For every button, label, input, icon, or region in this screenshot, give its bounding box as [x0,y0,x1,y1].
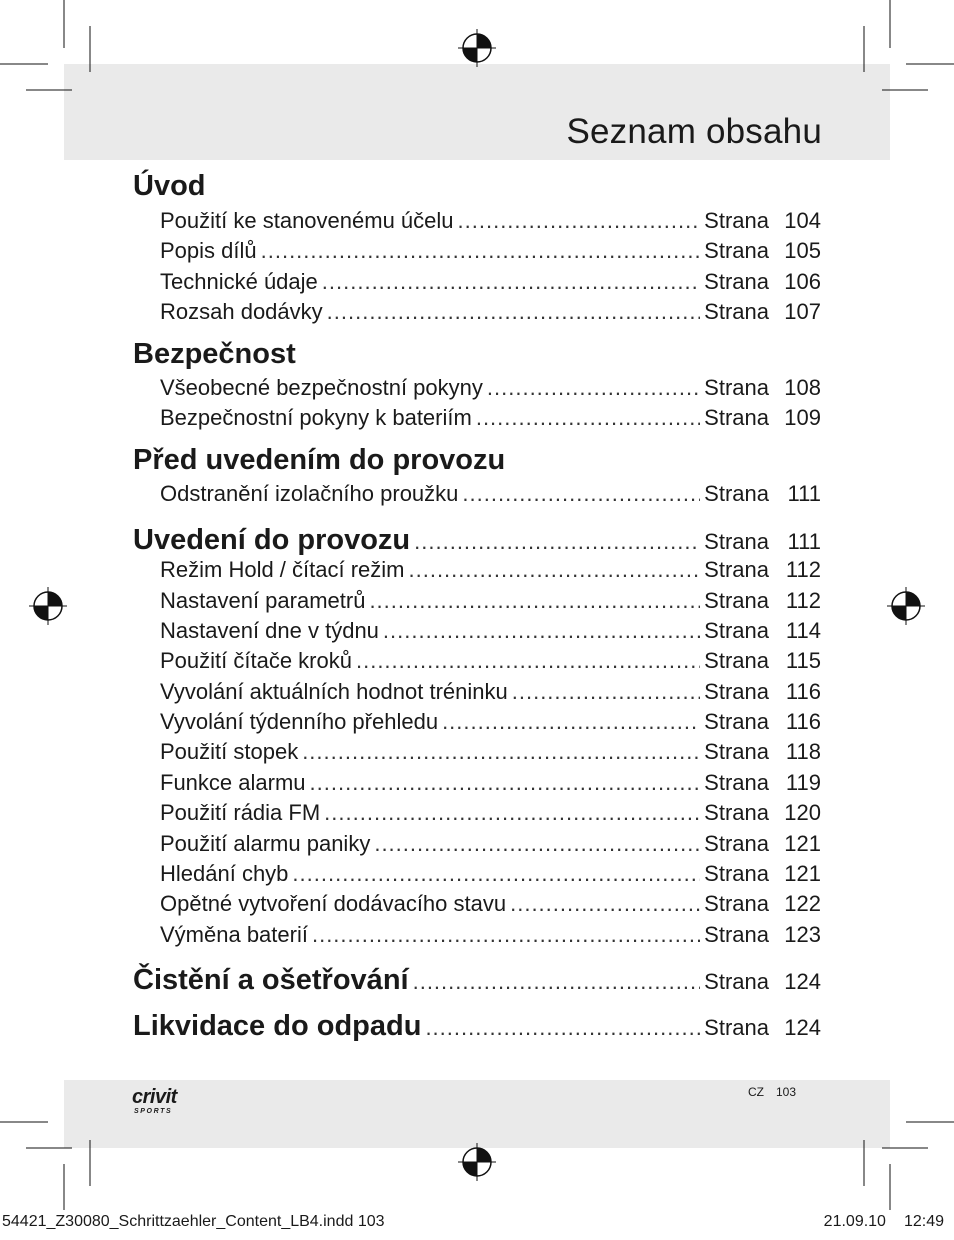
registration-mark-right [887,587,925,625]
toc-entry-label: Opětné vytvoření dodávacího stavu [160,891,507,916]
page-number: 106 [784,269,821,294]
language-code: CZ [748,1085,764,1099]
page-word: Strana [704,208,769,233]
toc-entry-label: Použití čítače kroků [160,648,352,673]
toc-entry-label: Popis dílů [160,238,257,263]
page-number: 107 [784,299,821,324]
page-number: 114 [785,618,821,643]
page-word: Strana [704,529,769,554]
toc-entry-label: Použití ke stanovenému účelu [160,208,454,233]
page-number: 104 [784,208,821,233]
page-word: Strana [704,770,769,795]
section-heading-cisteni: Čistění a ošetřování [133,964,409,996]
toc-entry-label: Rozsah dodávky [160,299,323,324]
page-word: Strana [704,800,769,825]
toc-entry-label: Vyvolání aktuálních hodnot tréninku [160,679,508,704]
page-number: 120 [784,800,821,825]
page-word: Strana [704,891,769,916]
toc-entry-label: Režim Hold / čítací režim [160,557,405,582]
section-heading-bezpecnost: Bezpečnost [133,338,296,370]
page-number: 115 [785,648,821,673]
page-number: 119 [785,770,821,795]
page-number: 108 [784,375,821,400]
page-word: Strana [704,375,769,400]
page-number: 111 [787,529,821,554]
page-number: 121 [784,861,821,886]
page-number: 123 [784,922,821,947]
logo-subtitle: SPORTS [134,1108,173,1115]
registration-mark-left [29,587,67,625]
toc-entry-label: Použití rádia FM [160,800,321,825]
footer-page-number: 103 [776,1085,797,1099]
page-word: Strana [704,618,769,643]
page-word: Strana [704,709,769,734]
page-number: 105 [784,238,821,263]
page-word: Strana [704,238,769,263]
toc-entry-label: Nastavení dne v týdnu [160,618,379,643]
page-word: Strana [704,588,769,613]
page-number: 124 [784,1015,821,1040]
page-word: Strana [704,922,769,947]
page-word: Strana [704,831,769,856]
section-heading-likvidace: Likvidace do odpadu [133,1010,422,1042]
toc-entry-label: Odstranění izolačního proužku [160,481,459,506]
page-number: 116 [785,709,821,734]
section-heading-pred-uvedenim: Před uvedením do provozu [133,444,506,476]
page-number: 109 [784,405,821,430]
page-number: 116 [785,679,821,704]
page-word: Strana [704,299,769,324]
page-number: 111 [787,481,821,506]
print-time: 12:49 [903,1213,944,1230]
page-word: Strana [704,679,769,704]
registration-mark-top [458,29,496,67]
page-word: Strana [704,969,769,994]
page-number: 118 [785,739,821,764]
page-word: Strana [704,739,769,764]
toc-entry-label: Technické údaje [160,269,318,294]
page-number: 112 [785,557,821,582]
toc-entry-label: Všeobecné bezpečnostní pokyny [160,375,483,400]
page-number: 112 [785,588,821,613]
section-heading-uvod: Úvod [133,170,206,202]
toc-entry-label: Nastavení parametrů [160,588,366,613]
page-word: Strana [704,269,769,294]
toc-entry-label: Vyvolání týdenního přehledu [160,709,439,734]
toc-entry-label: Bezpečnostní pokyny k bateriím [160,405,472,430]
toc-entry-label: Použití alarmu paniky [160,831,371,856]
toc-entry-label: Funkce alarmu [160,770,306,795]
logo-wordmark: crivit [132,1086,177,1108]
page-word: Strana [704,1015,769,1040]
toc-entry-label: Výměna baterií [160,922,308,947]
registration-mark-bottom [458,1143,496,1181]
print-date: 21.09.10 [823,1213,886,1230]
page-word: Strana [704,481,769,506]
toc-entry-label: Hledání chyb [160,861,289,886]
page-word: Strana [704,861,769,886]
print-slug-file: 54421_Z30080_Schrittzaehler_Content_LB4.indd 103 [2,1213,385,1230]
page-number: 121 [784,831,821,856]
toc-entry-label: Použití stopek [160,739,299,764]
page-word: Strana [704,648,769,673]
page-number: 122 [784,891,821,916]
page-word: Strana [704,557,769,582]
page-word: Strana [704,405,769,430]
section-heading-uvedeni: Uvedení do provozu [133,524,411,556]
page-number: 124 [784,969,821,994]
page-title: Seznam obsahu [566,112,822,151]
